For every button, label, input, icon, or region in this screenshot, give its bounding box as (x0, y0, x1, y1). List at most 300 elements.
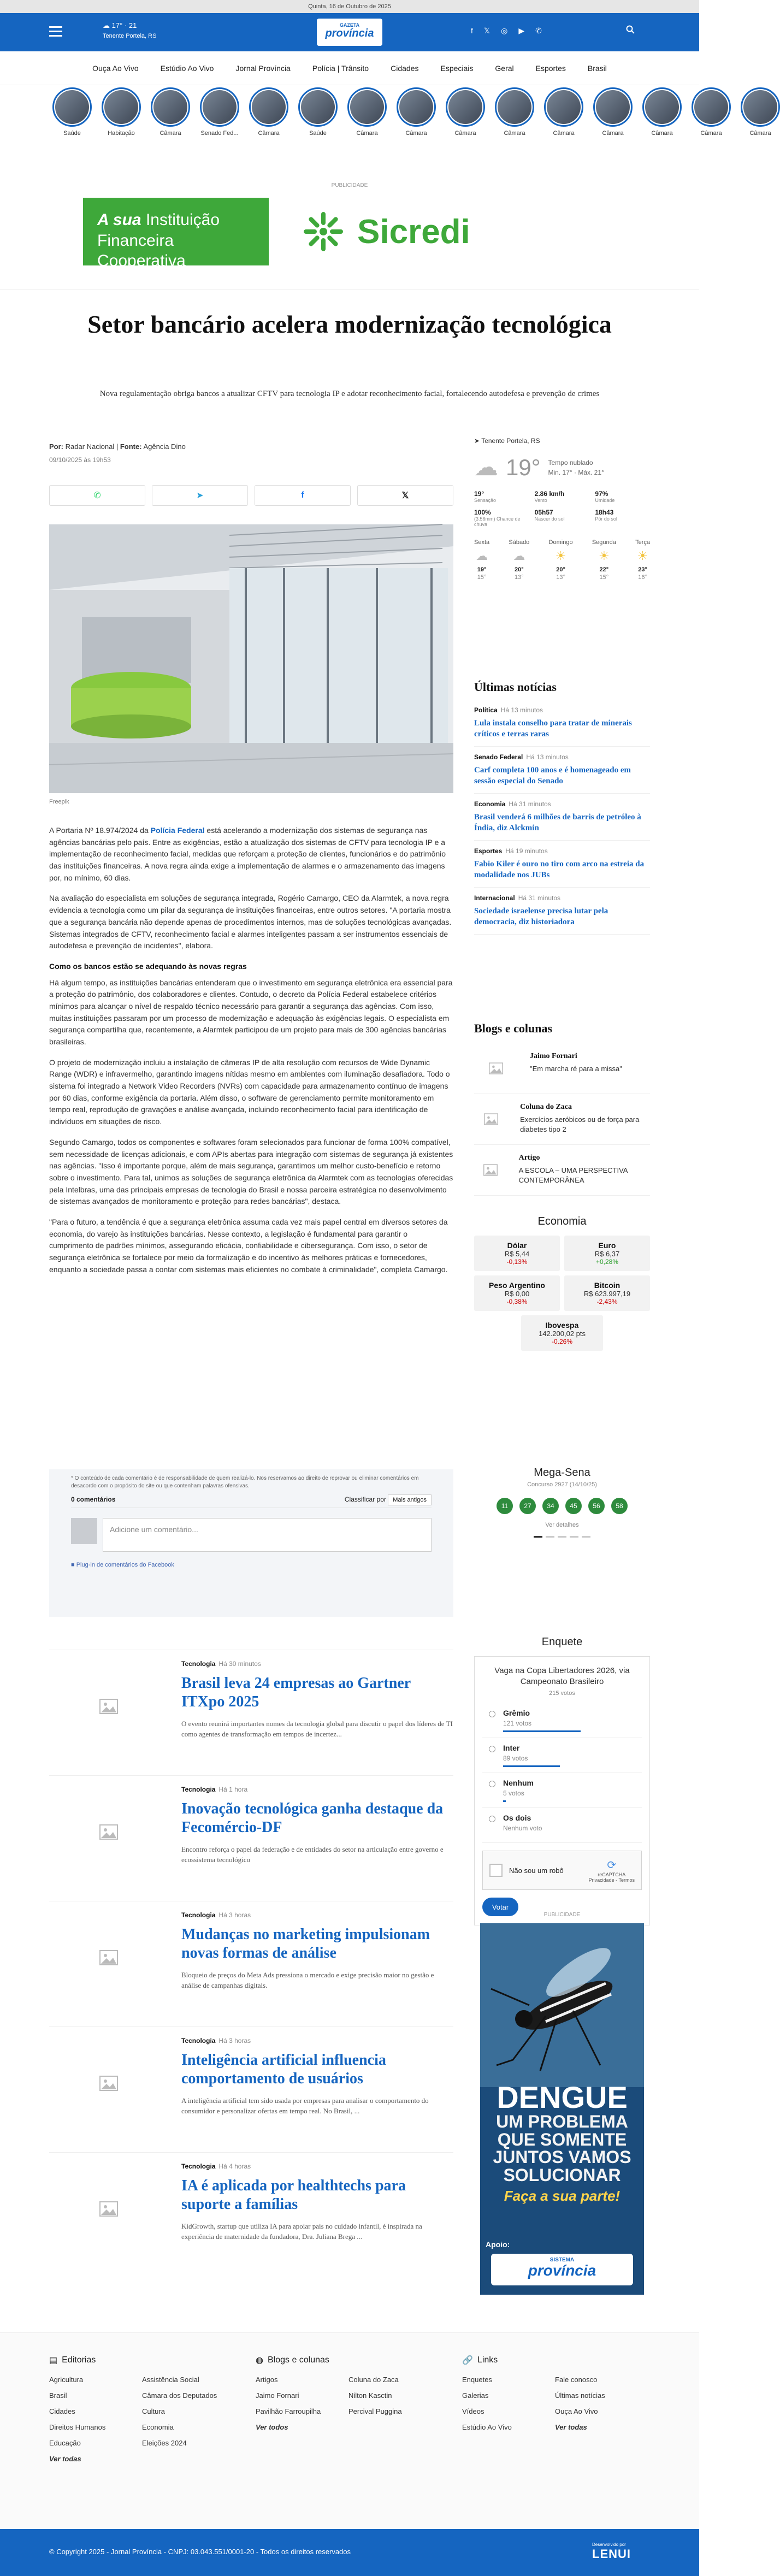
megasena-title: Mega-Sena (534, 1467, 590, 1479)
story-label: Câmara (602, 130, 624, 137)
related-category (181, 1911, 251, 1919)
footer-c1-title: Editorias (62, 2355, 96, 2365)
sun-icon: ☀ (555, 549, 566, 563)
latest-news-item[interactable] (474, 841, 650, 888)
story-item[interactable] (151, 87, 190, 153)
latest-news (474, 680, 650, 935)
related-desc: O evento reunirá importantes nomes da tecnologia global para discutir o papel dos líderes de TI como agentes de transformação em tempos de incertez... (181, 1720, 453, 1738)
poll-option[interactable] (482, 1738, 642, 1773)
poll-radio[interactable] (489, 1781, 495, 1787)
story-item[interactable] (249, 87, 288, 153)
main-nav (0, 51, 699, 85)
news-title[interactable]: Fabio Kiler é ouro no tiro com arco na estreia da modalidade nos JUBs (474, 860, 645, 879)
story-label: Saúde (309, 130, 327, 137)
share-whatsapp-button[interactable] (49, 485, 145, 506)
footer-link[interactable]: Educação (49, 2439, 81, 2447)
footer-link[interactable]: Fale conosco (555, 2376, 598, 2384)
captcha-checkbox[interactable] (489, 1864, 503, 1877)
story-label: Câmara (356, 130, 378, 137)
story-ring (642, 87, 682, 127)
related-desc: Bloqueio de preços do Meta Ads pressiona o mercado e exige precisão maior no gestão e análise de campanhas digitais. (181, 1971, 434, 1989)
story-label: Saúde (63, 130, 81, 137)
related-article[interactable] (49, 2026, 453, 2138)
dengue-slogan: Faça a sua parte! (504, 2187, 621, 2204)
article-title: Setor bancário acelera modernização tecnológica (87, 310, 612, 338)
related-article[interactable] (49, 1650, 453, 1762)
footer-link[interactable]: Vídeos (462, 2407, 484, 2415)
footer-link[interactable]: Ver todas (555, 2423, 587, 2431)
story-label: Câmara (159, 130, 181, 137)
link-icon: 🔗 (462, 2356, 473, 2365)
related-title[interactable]: Mudanças no marketing impulsionam novas formas de análise (181, 1926, 430, 1961)
ad-label: PUBLICIDADE (331, 182, 368, 188)
blogs-title: Blogs e colunas (474, 1021, 553, 1035)
x-icon: 𝕏 (401, 491, 409, 500)
blog-name: Jaimo Fornari (530, 1052, 577, 1060)
time-label: Há 4 horas (218, 2163, 251, 2170)
news-title[interactable]: Lula instala conselho para tratar de minerais críticos e terras raras (474, 719, 632, 738)
sicredi-logo-icon (302, 210, 345, 253)
blog-thumbnail (474, 1103, 508, 1136)
blog-desc: A ESCOLA – UMA PERSPECTIVA CONTEMPORÂNEA (518, 1166, 628, 1184)
menu-icon[interactable] (49, 26, 62, 38)
footer-link[interactable]: Economia (142, 2423, 174, 2431)
lottery-ball: 45 (565, 1498, 582, 1514)
time-label: Há 19 minutos (505, 847, 548, 855)
nav-item[interactable]: Geral (495, 63, 514, 73)
banner-line1a: A sua (97, 211, 141, 229)
latest-news-item[interactable] (474, 888, 650, 935)
story-thumbnail (55, 90, 89, 124)
poll-radio[interactable] (489, 1816, 495, 1822)
sort-select[interactable]: Mais antigos (388, 1494, 432, 1505)
latest-news-item[interactable] (474, 700, 650, 747)
humidity-label: Umidade (595, 498, 615, 503)
forecast-max: 19° (477, 566, 487, 573)
story-label: Câmara (504, 130, 525, 137)
poll-option-votes: Nenhum voto (503, 1824, 542, 1832)
share-facebook-button[interactable] (255, 485, 351, 506)
image-placeholder-icon (483, 1164, 498, 1176)
story-thumbnail (350, 90, 384, 124)
time-label: Há 3 horas (218, 1911, 251, 1919)
news-title[interactable]: Carf completa 100 anos e é homenageado em sessão especial do Senado (474, 766, 631, 785)
poll-option-label: Os dois (503, 1813, 531, 1822)
footer-link[interactable]: Ouça Ao Vivo (555, 2407, 598, 2415)
currency-card (564, 1236, 650, 1271)
footer-link[interactable]: Agricultura (49, 2376, 84, 2384)
story-thumbnail (743, 90, 777, 124)
nav-item[interactable]: Esportes (535, 63, 566, 73)
x-twitter-icon[interactable]: 𝕏 (483, 26, 491, 35)
currency-name: Euro (598, 1241, 616, 1250)
news-category (474, 706, 650, 714)
news-title[interactable]: Sociedade israelense precisa lutar pela democracia, diz historiadora (474, 907, 608, 926)
related-desc: KidGrowth, startup que utiliza IA para apoiar pais no cuidado infantil, é inspirada na experiência de maternidade da fundadora, Dra. Juliana Brega ... (181, 2222, 422, 2241)
footer-link[interactable]: Cultura (142, 2407, 165, 2415)
footer-c3-title: Links (477, 2355, 498, 2365)
story-label: Câmara (749, 130, 771, 137)
story-thumbnail (694, 90, 728, 124)
news-category (474, 847, 650, 855)
facebook-icon[interactable]: f (471, 26, 473, 35)
blog-item[interactable] (474, 1094, 650, 1145)
story-thumbnail (498, 90, 531, 124)
blog-item[interactable] (474, 1145, 650, 1196)
forecast-day (592, 539, 616, 581)
poll-option-label: Nenhum (503, 1779, 534, 1787)
story-ring (692, 87, 731, 127)
facebook-plugin-link[interactable] (71, 1562, 432, 1568)
nav-item[interactable]: Cidades (391, 63, 419, 73)
poll-option[interactable] (482, 1703, 642, 1738)
related-title[interactable]: Brasil leva 24 empresas ao Gartner ITXpo 2025 (181, 1675, 411, 1710)
banner-line2: Financeira Cooperativa (97, 231, 186, 270)
footer-link[interactable]: Ver todas (49, 2455, 81, 2463)
news-category (474, 894, 650, 902)
forecast-max: 20° (515, 566, 524, 573)
lottery-ball: 58 (611, 1498, 628, 1514)
recaptcha-icon: ⟳ (607, 1859, 617, 1871)
author: Radar Nacional (65, 442, 115, 451)
feels-label: Sensação (474, 498, 497, 503)
story-item[interactable] (102, 87, 141, 153)
cloud-icon: ☁ (476, 549, 488, 563)
forecast-day-label: Segunda (592, 539, 616, 546)
forecast-max: 20° (556, 566, 565, 573)
top-ad (0, 164, 699, 289)
story-ring (347, 87, 387, 127)
poll-radio[interactable] (489, 1711, 495, 1717)
related-category (181, 1660, 261, 1668)
related-category (181, 1786, 247, 1793)
story-label: Câmara (651, 130, 673, 137)
image-placeholder-icon (99, 2201, 118, 2217)
developer-logo[interactable] (592, 2542, 631, 2561)
story-item[interactable] (544, 87, 583, 153)
footer-link[interactable]: Jaimo Fornari (256, 2391, 299, 2400)
economy-title: Economia (537, 1215, 587, 1227)
rain-value: 100% (474, 509, 491, 516)
story-thumbnail (203, 90, 237, 124)
currency-change: +0,28% (595, 1258, 619, 1266)
footer-link[interactable]: Últimas notícias (555, 2391, 605, 2400)
related-desc: Encontro reforça o papel da federação e de entidades do setor na articulação entre governo e ecossistema tecnológico (181, 1845, 444, 1864)
story-thumbnail (301, 90, 335, 124)
wind-label: Vento (534, 498, 547, 503)
related-thumbnail (49, 2046, 168, 2121)
header-weather[interactable] (103, 21, 156, 40)
article-meta: Por: Radar Nacional | Fonte: Agência Dino 09/10/2025 às 19h53 (49, 442, 186, 464)
story-label: Câmara (258, 130, 280, 137)
sicredi-banner[interactable] (83, 198, 613, 270)
bank-interior-illustration (49, 524, 453, 793)
nav-item[interactable]: Polícia | Trânsito (312, 63, 369, 73)
paragraph-2: Na avaliação do especialista em soluções de segurança integrada, Rogério Camargo, CEO da Alarmtek, a nova regra evidencia a tecnologia como um pilar da segurança de instituições financeiras, entre outros setores. "A portaria mostra que a segurança bancária não depende apenas de procedimentos internos, mas de soluções tecnológicas avançadas. Sistemas integrados de CFTV, reconhecimento facial e alarmes inteligentes passam a ser instrumentos essenciais de autodefesa e prevenção de incidentes", elabora. (49, 894, 452, 950)
footer-link[interactable]: Estúdio Ao Vivo (462, 2423, 512, 2431)
share-telegram-button[interactable] (152, 485, 248, 506)
story-item[interactable] (200, 87, 239, 153)
story-item[interactable] (495, 87, 534, 153)
sun-icon: ☀ (598, 549, 610, 563)
share-x-button[interactable] (357, 485, 453, 506)
footer-link[interactable]: Coluna do Zaca (348, 2376, 399, 2384)
footer-link[interactable]: Pavilhão Farroupilha (256, 2407, 321, 2415)
story-ring (249, 87, 288, 127)
story-label: Habitação (108, 130, 135, 137)
category-label: Tecnologia (181, 1660, 216, 1668)
facebook-icon: f (301, 491, 304, 500)
related-title[interactable]: Inteligência artificial influencia comportamento de usuários (181, 2052, 386, 2087)
policia-federal-link[interactable]: Polícia Federal (150, 826, 205, 835)
forecast-min: 13° (515, 574, 524, 581)
currency-name: Dólar (507, 1241, 527, 1250)
story-ring (593, 87, 633, 127)
story-label: Câmara (405, 130, 427, 137)
carousel-dots (474, 1536, 650, 1538)
related-article[interactable] (49, 1901, 453, 2013)
story-item[interactable] (446, 87, 485, 153)
image-placeholder-icon (99, 1950, 118, 1965)
story-thumbnail (252, 90, 286, 124)
footer-links (462, 2355, 648, 2431)
dengue-line2: UM PROBLEMA (496, 2112, 628, 2132)
poll-option-label: Grêmio (503, 1709, 530, 1717)
poll-widget (474, 1636, 650, 1925)
blog-thumbnail (474, 1052, 518, 1085)
location-icon: ➤ (474, 437, 480, 445)
currency-card (474, 1236, 560, 1271)
poll-option-votes: 5 votos (503, 1789, 524, 1797)
youtube-icon[interactable]: ▶ (518, 26, 525, 35)
ad-brand-small: SISTEMA (549, 2257, 575, 2263)
footer-link[interactable]: Cidades (49, 2407, 75, 2415)
story-ring (741, 87, 780, 127)
mosquito-illustration (480, 1923, 644, 2087)
forecast-min: 15° (477, 574, 487, 581)
weather-city: Tenente Portela, RS (481, 437, 540, 445)
category-label: Tecnologia (181, 2037, 216, 2045)
forecast-max: 23° (638, 566, 647, 573)
paragraph-4: O projeto de modernização incluiu a instalação de câmeras IP de alta resolução com recursos de Wide Dynamic Range (WDR) e infravermelho, garantindo imagens nítidas mesmo em ambientes com iluminação desafiadora. Todo o sistema foi integrado a Network Video Recorders (NVRs) com capacidade para armazenamento contínuo de imagens por 60 dias, conforme exigência da portaria. Além disso, o software de gerenciamento permite monitoramento em tempo real, reprodução de gravações e análise avançada, incluindo reconhecimento facial para identificação de indivíduos em situações de risco. (49, 1057, 450, 1126)
category-label: Política (474, 706, 498, 714)
comments-count: 0 comentários (71, 1496, 116, 1503)
article-photo (49, 524, 453, 793)
site-logo[interactable] (317, 19, 382, 46)
footer-link[interactable]: Assistência Social (142, 2376, 199, 2384)
logo-main: província (325, 27, 374, 39)
section-heading: Como os bancos estão se adequando às novas regras (49, 961, 247, 971)
cloud-icon: ☁ (103, 21, 110, 29)
dengue-line4: JUNTOS VAMOS (493, 2147, 631, 2167)
related-article[interactable] (49, 1775, 453, 1887)
economy-widget (474, 1215, 650, 1351)
sunrise-value: 05h57 (534, 509, 553, 516)
story-thumbnail (596, 90, 630, 124)
time-label: Há 30 minutos (218, 1660, 261, 1668)
poll-bar (503, 1730, 581, 1732)
paragraph-3: Há algum tempo, as instituições bancárias entenderam que o investimento em segurança eletrônica era essencial para a proteção do patrimônio, dos colaboradores e clientes. Contudo, o decreto da Polícia Federal estabelece critérios mínimos para alcançar o nível de respaldo técnico necessário para garantir a segurança das agências. Com isso, muitas instituições passaram por um processo de modernização e adequação às exigências legais. O especialista em segurança compartilha que, recentemente, a Alarmtek participou de um projeto para mais de 300 agências bancárias brasileiras. (49, 978, 453, 1046)
story-thumbnail (104, 90, 138, 124)
footer-blogs (256, 2355, 441, 2431)
poll-option-votes: 89 votos (503, 1754, 528, 1762)
forecast-day-label: Sexta (474, 539, 490, 546)
nav-item[interactable]: Brasil (587, 63, 607, 73)
footer-link[interactable]: Ver todos (256, 2423, 288, 2431)
story-ring (544, 87, 583, 127)
story-item[interactable] (397, 87, 436, 153)
nav-item[interactable]: Especiais (440, 63, 474, 73)
blog-item[interactable] (474, 1043, 650, 1094)
comment-input[interactable]: Adicione um comentário... (103, 1518, 432, 1552)
nav-item[interactable]: Ouça Ao Vivo (92, 63, 139, 73)
lottery-ball: 11 (497, 1498, 513, 1514)
story-label: Câmara (553, 130, 575, 137)
footer-link[interactable]: Percival Puggina (348, 2407, 402, 2415)
dengue-line5: SOLUCIONAR (503, 2165, 621, 2185)
ibov-value: 142.200,02 pts (538, 1330, 586, 1338)
facebook-icon: ■ (71, 1562, 75, 1568)
category-label: Economia (474, 800, 506, 808)
sunrise-label: Nascer do sol (534, 516, 565, 522)
story-thumbnail (399, 90, 433, 124)
vote-button[interactable]: Votar (482, 1898, 518, 1916)
dengue-banner[interactable] (480, 1923, 644, 2295)
globe-icon: ◍ (256, 2356, 263, 2365)
story-item[interactable] (347, 87, 387, 153)
poll-option-label: Inter (503, 1744, 520, 1752)
weather-min: Min. 17° (548, 468, 572, 476)
story-ring (200, 87, 239, 127)
nav-item[interactable]: Jornal Província (235, 63, 291, 73)
forecast-day (474, 539, 489, 581)
story-label: Senado Fed... (200, 130, 239, 137)
story-ring (446, 87, 485, 127)
story-item[interactable] (692, 87, 731, 153)
image-placeholder-icon (99, 1699, 118, 1714)
time-label: Há 13 minutos (526, 753, 569, 761)
latest-news-item[interactable] (474, 794, 650, 841)
whatsapp-icon[interactable]: ✆ (535, 26, 542, 35)
side-ad (474, 1912, 650, 2295)
site-header (0, 13, 699, 51)
plugin-label: Plug-in de comentários do Facebook (76, 1562, 174, 1568)
date-bar (0, 0, 699, 13)
story-item[interactable] (52, 87, 92, 153)
banner-line1b: Instituição (145, 211, 220, 229)
story-item[interactable] (741, 87, 780, 153)
related-category (181, 2163, 251, 2170)
humidity-value: 97% (595, 490, 608, 498)
footer-link[interactable]: Galerias (462, 2391, 489, 2400)
currency-card (564, 1275, 650, 1311)
photo-caption: Freepik (49, 799, 69, 805)
poll-option[interactable] (482, 1808, 642, 1843)
category-label: Senado Federal (474, 753, 523, 761)
latest-news-item[interactable] (474, 747, 650, 794)
sunset-label: Pôr do sol (595, 516, 617, 522)
blog-name: Coluna do Zaca (520, 1103, 572, 1111)
rain-label: (3.56mm) Chance de chuva (474, 516, 521, 527)
story-thumbnail (645, 90, 679, 124)
ibov-name: Ibovespa (545, 1321, 579, 1330)
search-icon[interactable] (626, 25, 635, 37)
lottery-ball: 27 (519, 1498, 536, 1514)
image-placeholder-icon (99, 1824, 118, 1840)
story-ring (495, 87, 534, 127)
footer-link[interactable]: Direitos Humanos (49, 2423, 106, 2431)
related-category (181, 2037, 251, 2045)
dev-name: LENUI (592, 2547, 631, 2561)
footer-link[interactable]: Nilton Kasctin (348, 2391, 392, 2400)
forecast-day-label: Terça (635, 539, 650, 546)
related-title[interactable]: Inovação tecnológica ganha destaque da Fecomércio-DF (181, 1800, 444, 1836)
category-label: Tecnologia (181, 1786, 216, 1793)
news-title[interactable]: Brasil venderá 6 milhões de barris de petróleo à Índia, diz Alckmin (474, 813, 641, 832)
related-thumbnail (49, 1669, 168, 1744)
footer-link[interactable]: Brasil (49, 2391, 67, 2400)
dengue-apoio: Apoio: (486, 2240, 510, 2249)
story-item[interactable] (298, 87, 338, 153)
instagram-icon[interactable]: ◎ (501, 26, 508, 35)
provincia-logo (491, 2254, 633, 2285)
footer-link[interactable]: Artigos (256, 2376, 278, 2384)
megasena-details-link[interactable]: Ver detalhes (545, 1522, 579, 1528)
footer-link[interactable]: Enquetes (462, 2376, 492, 2384)
image-placeholder-icon (99, 2076, 118, 2091)
footer-link[interactable]: Eleições 2024 (142, 2439, 187, 2447)
story-thumbnail (547, 90, 581, 124)
footer-link[interactable]: Câmara dos Deputados (142, 2391, 217, 2400)
captcha-label: Não sou um robô (509, 1866, 564, 1875)
story-item[interactable] (593, 87, 633, 153)
currency-change: -2,43% (596, 1298, 618, 1305)
lottery-ball: 56 (588, 1498, 605, 1514)
blog-desc: Exercícios aeróbicos ou de força para diabetes tipo 2 (520, 1115, 640, 1133)
paragraph-1 (49, 825, 453, 884)
poll-radio[interactable] (489, 1746, 495, 1752)
header-temp: 17° · 21 (111, 21, 137, 29)
weather-widget: ➤ Tenente Portela, RS ☁ 19° Tempo nublado Min. 17° · Máx. 21° 19° Sensação 2.86 km/h Vento 97% Umidade 100% (3.56mm) Chance de chuva 05h57 Nascer do sol 18h43 Pôr do sol Sexta ☁ 19° 15° Sábado ☁ 20° 13° Domingo ☀ 20° 13° Segunda ☀ 22° 15° Terça ☀ 23° 16° (474, 437, 650, 581)
source: Agência Dino (143, 442, 186, 451)
megasena-contest: Concurso 2927 (14/10/25) (527, 1481, 597, 1488)
latest-title: Últimas notícias (474, 680, 557, 694)
related-desc: A inteligência artificial tem sido usada por empresas para analisar o comportamento do consumidor e personalizar ofertas em tempo real. No Brasil, ... (181, 2096, 429, 2115)
image-placeholder-icon (489, 1062, 503, 1074)
poll-option[interactable] (482, 1773, 642, 1808)
dengue-line1: DENGUE (497, 2080, 628, 2114)
blog-desc: "Em marcha ré para a missa" (530, 1065, 622, 1073)
megasena-widget (474, 1467, 650, 1538)
category-label: Tecnologia (181, 1911, 216, 1919)
story-ring (151, 87, 190, 127)
poll-option-votes: 121 votos (503, 1720, 532, 1727)
story-item[interactable] (642, 87, 682, 153)
currency-value: R$ 623.997,19 (583, 1290, 631, 1298)
dengue-line3: QUE SOMENTE (497, 2129, 627, 2149)
poll-title: Enquete (541, 1636, 583, 1648)
poll-bar (503, 1765, 560, 1767)
bottom-bar (0, 2529, 699, 2576)
copyright: © Copyright 2025 - Jornal Província - CNPJ: 03.043.551/0001-20 - Todos os direitos reservados (49, 2548, 351, 2556)
site-footer (0, 2332, 699, 2529)
nav-item[interactable]: Estúdio Ao Vivo (160, 63, 214, 73)
lottery-ball: 34 (542, 1498, 559, 1514)
forecast-min: 15° (599, 574, 609, 581)
forecast-min: 16° (638, 574, 647, 581)
related-article[interactable] (49, 2152, 453, 2264)
related-title[interactable]: IA é aplicada por healthtechs para suporte a famílias (181, 2177, 406, 2213)
